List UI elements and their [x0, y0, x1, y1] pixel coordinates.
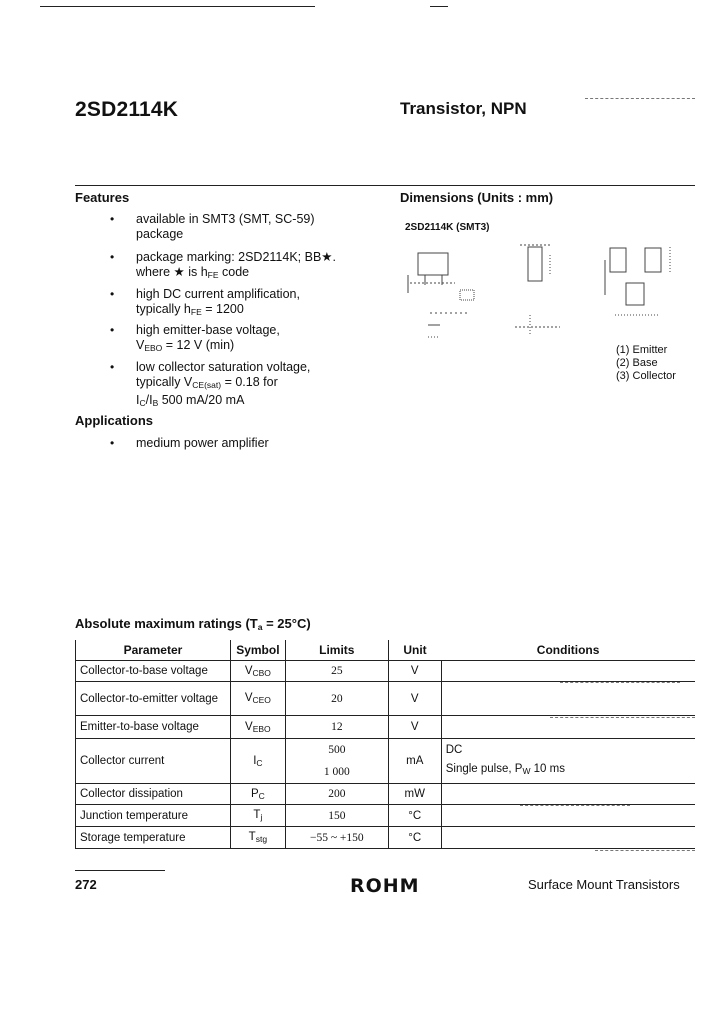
footprint-pad-1: [610, 248, 626, 272]
cell-parameter: Emitter-to-base voltage: [76, 716, 231, 739]
cell-conditions: DC Single pulse, $P_W$ 10 ms: [441, 739, 695, 784]
package-side-view: [528, 247, 542, 281]
table-row: [76, 661, 696, 682]
feature-text: package marking: 2SD2114K; BB★. where ★ is $h_{FE}$ code: [136, 250, 336, 280]
cell-unit: V: [388, 716, 441, 739]
footer-category: Surface Mount Transistors: [528, 877, 680, 892]
bullet: •: [110, 212, 115, 226]
device-type: Transistor, NPN: [400, 99, 527, 118]
cell-limits: 20: [285, 682, 388, 716]
cell-limits: 200: [285, 784, 388, 805]
cell-symbol: $T_j$: [230, 805, 285, 827]
table-row: [76, 827, 696, 849]
application-item: medium power amplifier: [136, 436, 269, 450]
footprint-pad-2: [645, 248, 661, 272]
feature-text: available in SMT3 (SMT, SC-59) package: [136, 212, 315, 241]
ratings-table: [75, 640, 695, 849]
cell-unit: mA: [388, 739, 441, 784]
top-rule-right: [430, 6, 448, 7]
cell-conditions: [441, 682, 695, 716]
decor-dash: [520, 805, 630, 806]
decor-dash: [550, 717, 695, 718]
cell-unit: °C: [388, 827, 441, 849]
cell-limits: 500 1 000: [285, 739, 388, 784]
top-rule-left: [40, 6, 315, 7]
decor-dash: [595, 850, 695, 851]
table-row: [76, 739, 696, 784]
cell-unit: mW: [388, 784, 441, 805]
cell-unit: V: [388, 661, 441, 682]
footer-rule: [75, 870, 165, 871]
cell-parameter: Junction temperature: [76, 805, 231, 827]
col-limits: Limits: [285, 640, 388, 661]
cell-unit: V: [388, 682, 441, 716]
table-row: [76, 716, 696, 739]
col-conditions: Conditions: [441, 640, 695, 661]
pin-collector: (3) Collector: [616, 370, 676, 382]
cell-conditions: [441, 805, 695, 827]
cell-parameter: Storage temperature: [76, 827, 231, 849]
features-heading: Features: [75, 190, 130, 205]
ratings-heading: Absolute maximum ratings $(T_a = 25^\circ C)$: [75, 616, 311, 632]
bullet: •: [110, 436, 115, 450]
cell-symbol: $V_{EBO}$: [230, 716, 285, 739]
cell-parameter: Collector-to-base voltage: [76, 661, 231, 682]
bullet: •: [110, 287, 115, 301]
col-parameter: Parameter: [76, 640, 231, 661]
bullet: •: [110, 323, 115, 337]
part-number: 2SD2114K: [75, 98, 179, 121]
package-dimension-drawing: [400, 235, 700, 360]
cell-conditions: [441, 716, 695, 739]
cell-limits: −55 ~ +150: [285, 827, 388, 849]
package-label: 2SD2114K (SMT3): [405, 222, 490, 233]
feature-text: high DC current amplification, typically $h_{FE} = 1200$: [136, 287, 300, 317]
cell-parameter: Collector dissipation: [76, 784, 231, 805]
col-unit: Unit: [388, 640, 441, 661]
table-row: [76, 784, 696, 805]
cell-symbol: $V_{CBO}$: [230, 661, 285, 682]
footprint-pad-3: [626, 283, 644, 305]
bullet: •: [110, 250, 115, 264]
cell-limits: 25: [285, 661, 388, 682]
rohm-logo: ROHM: [350, 875, 420, 897]
cell-symbol: $T_{stg}$: [230, 827, 285, 849]
feature-text: high emitter-base voltage, $V_{EBO} = 12$ V (min): [136, 323, 280, 353]
pin-emitter: (1) Emitter: [616, 344, 668, 356]
header-rule: [75, 185, 695, 186]
cell-parameter: Collector-to-emitter voltage: [76, 682, 231, 716]
cell-unit: °C: [388, 805, 441, 827]
col-symbol: Symbol: [230, 640, 285, 661]
cell-conditions: [441, 827, 695, 849]
cell-symbol: $I_C$: [230, 739, 285, 784]
bullet: •: [110, 360, 115, 374]
table-row: [76, 682, 696, 716]
package-top-view: [418, 253, 448, 275]
table-row: [76, 805, 696, 827]
page-number: 272: [75, 877, 97, 892]
cell-symbol: $V_{CEO}$: [230, 682, 285, 716]
dimensions-heading: Dimensions (Units : mm): [400, 190, 554, 205]
feature-text: low collector saturation voltage, typically $V_{CE(sat)} = 0.18$ for $I_C/I_B$ 500 mA/20 mA: [136, 360, 311, 408]
cell-conditions: [441, 784, 695, 805]
cell-limits: 12: [285, 716, 388, 739]
table-header-row: [76, 640, 696, 661]
cell-limits: 150: [285, 805, 388, 827]
cell-symbol: $P_C$: [230, 784, 285, 805]
header-decor-line: [585, 98, 695, 99]
cell-parameter: Collector current: [76, 739, 231, 784]
pin-base: (2) Base: [616, 357, 658, 369]
pin-legend: [616, 344, 676, 383]
applications-heading: Applications: [75, 413, 154, 428]
decor-dash: [560, 682, 680, 683]
cell-conditions: [441, 661, 695, 682]
